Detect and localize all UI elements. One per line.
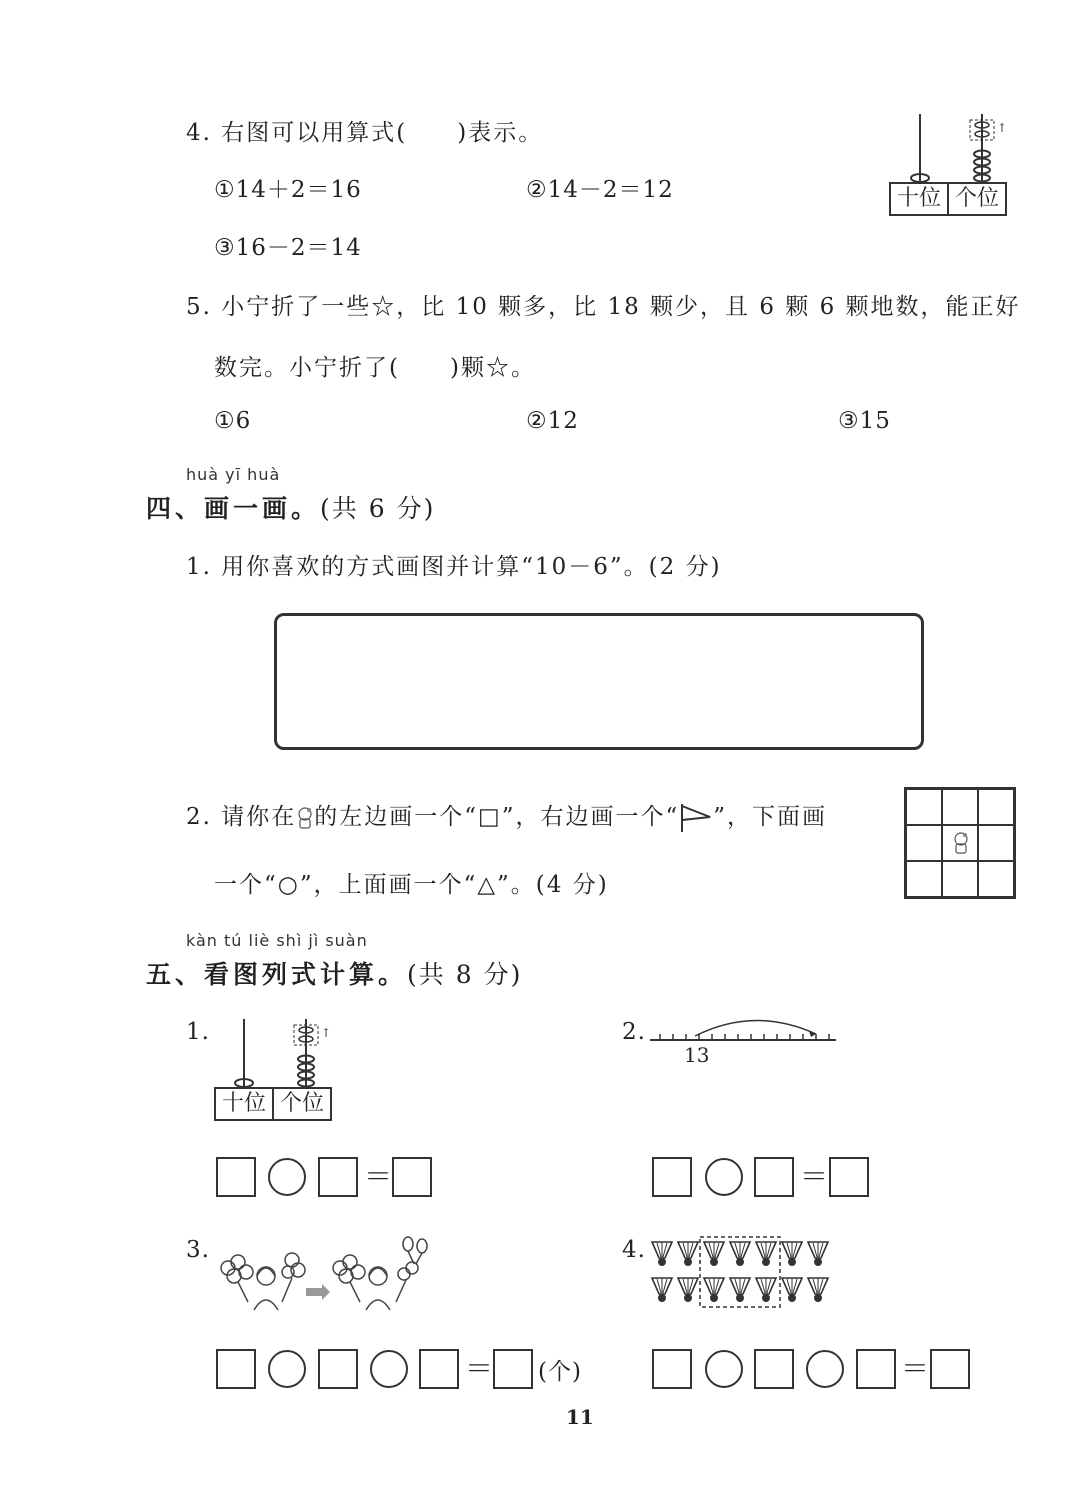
number-line-label: 13 <box>684 1043 710 1067</box>
answer-box[interactable] <box>419 1349 459 1389</box>
answer-box[interactable] <box>754 1349 794 1389</box>
section5-heading <box>146 955 522 991</box>
problem2-number-line <box>650 1012 840 1070</box>
operator-circle[interactable] <box>705 1158 743 1196</box>
q5-line2: 数完。小宁折了( )颗☆。 <box>214 355 536 381</box>
ones-label: 个位 <box>272 1089 330 1119</box>
answer-box[interactable] <box>318 1157 358 1197</box>
answer-box[interactable] <box>392 1157 432 1197</box>
grid-cell[interactable] <box>906 789 942 825</box>
svg-text:↑: ↑ <box>997 121 1008 135</box>
problem3-balloon-girls-figure <box>214 1232 434 1312</box>
answer-box[interactable] <box>216 1157 256 1197</box>
drawing-grid-3x3 <box>904 787 1016 899</box>
section5-points: (共 8 分) <box>407 960 523 989</box>
equals-sign: ＝ <box>465 1352 494 1385</box>
equals-sign: ＝ <box>901 1352 930 1385</box>
problem3-number: 3. <box>186 1237 210 1263</box>
problem1-abacus-figure <box>214 1015 344 1089</box>
answer-box[interactable] <box>856 1349 896 1389</box>
drawing-answer-box[interactable] <box>274 613 924 750</box>
answer-box[interactable] <box>754 1157 794 1197</box>
operator-circle[interactable] <box>370 1350 408 1388</box>
answer-box[interactable] <box>318 1349 358 1389</box>
problem4-shuttlecocks-figure <box>648 1236 838 1310</box>
equals-sign: ＝ <box>800 1160 829 1193</box>
answer-box[interactable] <box>652 1349 692 1389</box>
q2-part-c: ”，下面画 <box>713 804 828 830</box>
q4-abacus-figure <box>890 110 1020 184</box>
q4-place-value-table <box>889 182 1007 216</box>
q5-option-2: ②12 <box>526 408 579 434</box>
section4-q2-line1 <box>186 798 827 832</box>
grid-cell[interactable] <box>978 825 1014 861</box>
section4-points: (共 6 分) <box>320 494 436 523</box>
q4-text: 4. 右图可以用算式( )表示。 <box>186 120 544 146</box>
problem1-number: 1. <box>186 1019 210 1045</box>
q2-part-b: 的左边画一个“□”，右边画一个“ <box>314 804 680 830</box>
q5-option-1: ①6 <box>214 408 252 434</box>
ones-label: 个位 <box>947 184 1005 214</box>
tens-label: 十位 <box>897 186 942 211</box>
problem1-place-value-table <box>214 1087 332 1121</box>
grid-cell[interactable] <box>942 861 978 897</box>
section4-heading <box>146 489 435 525</box>
page-number: 11 <box>566 1405 594 1429</box>
q4-option-3: ③16－2＝14 <box>214 235 362 261</box>
grid-cell[interactable] <box>906 861 942 897</box>
answer-box[interactable] <box>216 1349 256 1389</box>
answer-box[interactable] <box>829 1157 869 1197</box>
svg-text:↑: ↑ <box>321 1026 332 1040</box>
q5-option-3: ③15 <box>838 408 891 434</box>
tens-label: 十位 <box>222 1091 267 1116</box>
section4-q2-line2: 一个“○”，上面画一个“△”。(4 分) <box>214 872 609 898</box>
grid-cell-center <box>942 825 978 861</box>
section4-pinyin: huà yī huà <box>186 465 281 484</box>
equals-sign: ＝ <box>364 1160 393 1193</box>
section4-title: 四、画一画。 <box>146 494 321 523</box>
operator-circle[interactable] <box>268 1350 306 1388</box>
q2-part-a: 2. 请你在 <box>186 804 297 830</box>
q5-line1: 5. 小宁折了一些☆，比 10 颗多，比 18 颗少，且 6 颗 6 颗地数，能正好 <box>186 294 1021 320</box>
grid-cell[interactable] <box>942 789 978 825</box>
section5-title: 五、看图列式计算。 <box>146 960 408 989</box>
flag-icon <box>679 804 713 832</box>
operator-circle[interactable] <box>806 1350 844 1388</box>
q4-option-1: ①14＋2＝16 <box>214 177 362 203</box>
unit-label: (个) <box>538 1359 582 1385</box>
section4-q1-text: 1. 用你喜欢的方式画图并计算“10－6”。(2 分) <box>186 554 722 580</box>
grid-cell[interactable] <box>906 825 942 861</box>
problem4-number: 4. <box>622 1237 646 1263</box>
answer-box[interactable] <box>930 1349 970 1389</box>
q4-option-2: ②14－2＝12 <box>526 177 674 203</box>
operator-circle[interactable] <box>268 1158 306 1196</box>
grid-cell[interactable] <box>978 861 1014 897</box>
operator-circle[interactable] <box>705 1350 743 1388</box>
problem2-number: 2. <box>622 1019 646 1045</box>
kitty-icon <box>952 832 970 854</box>
kitty-icon <box>296 807 314 829</box>
section5-pinyin: kàn tú liè shì jì suàn <box>186 931 368 950</box>
answer-box[interactable] <box>493 1349 533 1389</box>
answer-box[interactable] <box>652 1157 692 1197</box>
grid-cell[interactable] <box>978 789 1014 825</box>
